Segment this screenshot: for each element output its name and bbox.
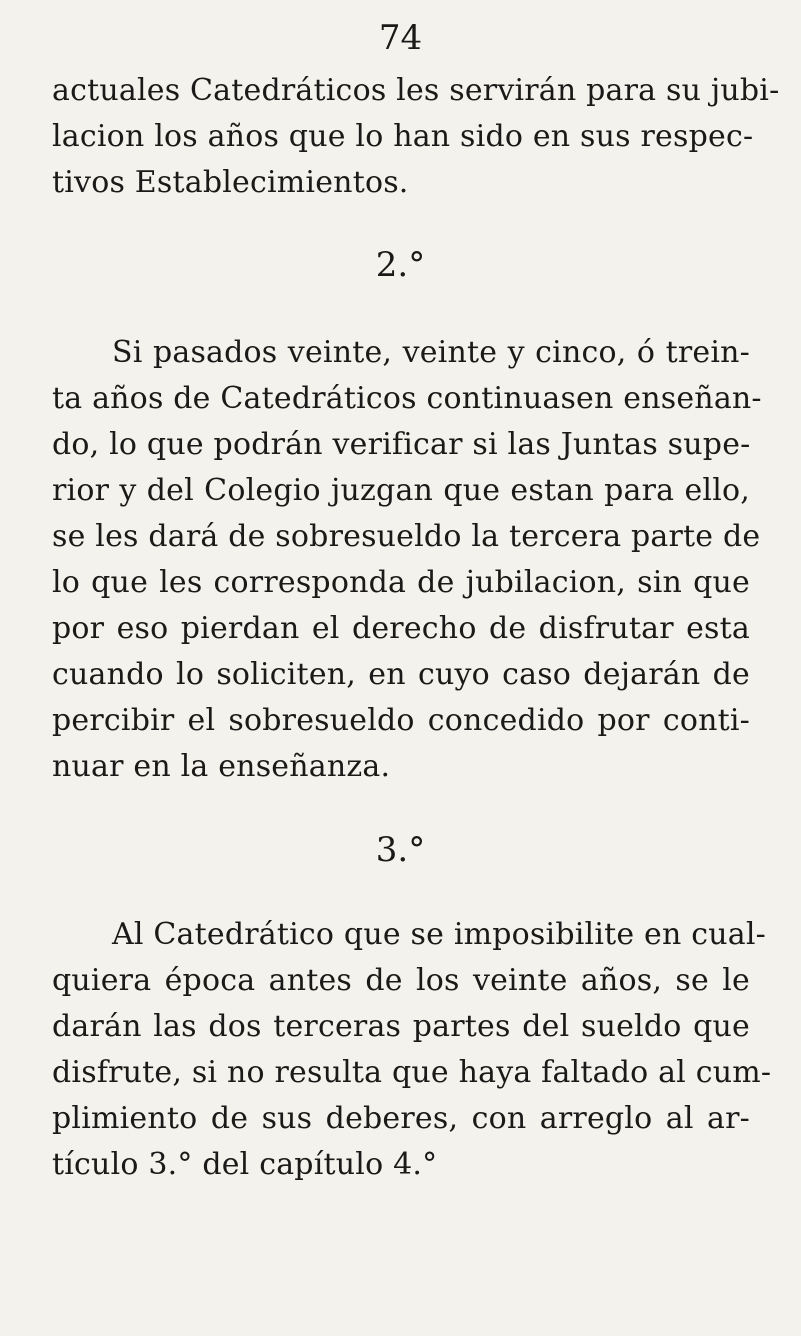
paragraph-line: quiera época antes de los veinte años, se le [52, 963, 750, 998]
section-3-paragraph [52, 912, 772, 1188]
paragraph-line: nuar en la enseñanza. [52, 749, 391, 784]
paragraph-line: actuales Catedráticos les servirán para su jubi- [52, 73, 780, 108]
section-heading-3: 3.° [375, 830, 426, 870]
page-number: 74 [378, 18, 423, 58]
paragraph-line: ta años de Catedráticos continuasen enseñan- [52, 381, 762, 416]
paragraph-line: tivos Establecimientos. [52, 165, 409, 200]
paragraph-line: tículo 3.° del capítulo 4.° [52, 1147, 438, 1182]
paragraph-line: por eso pierdan el derecho de disfrutar esta [52, 611, 750, 646]
paragraph-line: rior y del Colegio juzgan que estan para ello, [52, 473, 750, 508]
paragraph-line: Si pasados veinte, veinte y cinco, ó trein- [112, 335, 750, 370]
paragraph-line: cuando lo soliciten, en cuyo caso dejarán de [52, 657, 750, 692]
paragraph-line: disfrute, si no resulta que haya faltado al cum- [52, 1055, 772, 1090]
paragraph-line: lo que les corresponda de jubilacion, sin que [52, 565, 750, 600]
section-heading-2: 2.° [375, 245, 426, 285]
paragraph-line: do, lo que podrán verificar si las Juntas supe- [52, 427, 751, 462]
paragraph-line: Al Catedrático que se imposibilite en cual- [112, 917, 767, 952]
paragraph-line: percibir el sobresueldo concedido por conti- [52, 703, 750, 738]
top-paragraph [52, 68, 780, 206]
section-2-paragraph [52, 330, 762, 790]
paragraph-line: plimiento de sus deberes, con arreglo al ar- [52, 1101, 750, 1136]
paragraph-line: se les dará de sobresueldo la tercera parte de [52, 519, 761, 554]
paragraph-line: lacion los años que lo han sido en sus respec- [52, 119, 754, 154]
paragraph-line: darán las dos terceras partes del sueldo que [52, 1009, 750, 1044]
